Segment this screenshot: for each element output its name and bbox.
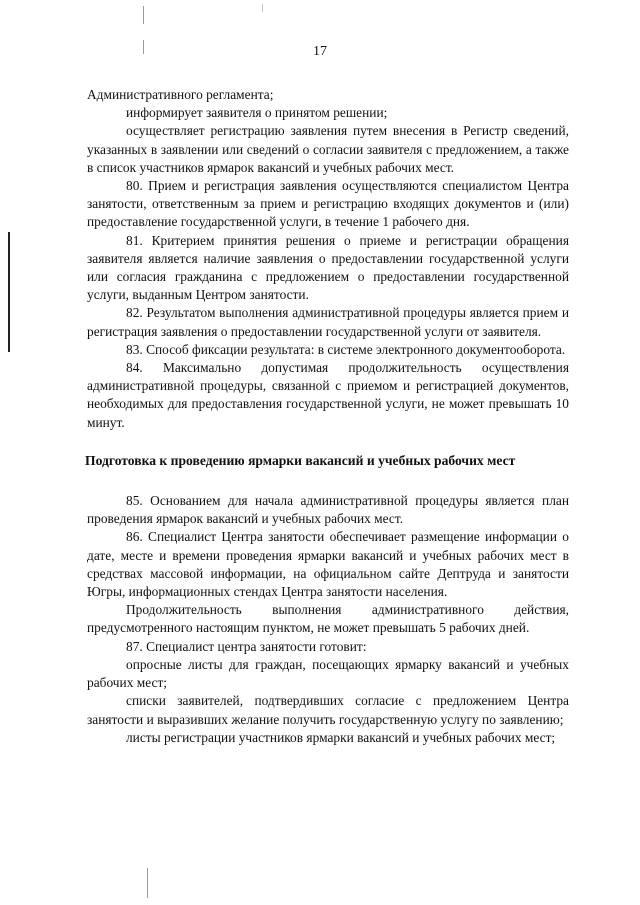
scan-margin-mark [8,232,10,352]
page-number: 17 [313,44,327,59]
paragraphs-bottom [87,492,569,747]
paragraph: списки заявителей, подтвердивших согласие с предложением Центра занятости и выразивших желание получить государственную услугу по заявлению; [87,693,569,727]
scan-artifact-line [147,868,148,898]
paragraph: 81. Критерием принятия решения о приеме и регистрации обращения заявителя является наличие заявления о предоставлении государственной услуги или согласия гражданина с предложением о предоставлении государственной услуги, выданным Центром занятости. [87,232,569,303]
paragraph: 82. Результатом выполнения административной процедуры является прием и регистрация заявления о предоставлении государственной услуги от заявителя. [87,305,569,339]
paragraph: 84. Максимально допустимая продолжительность осуществления административной процедуры, связанной с приемом и регистрацией документов, необходимых для предоставления государственной услуги, не может превышать 10 минут. [87,360,569,430]
scan-artifact-line [143,6,144,24]
paragraph: Продолжительность выполнения административного действия, предусмотренного настоящим пунктом, не может превышать 5 рабочих дней. [87,602,569,636]
paragraph: опросные листы для граждан, посещающих ярмарку вакансий и учебных рабочих мест; [87,656,569,691]
paragraph: 83. Способ фиксации результата: в системе электронного документооборота. [126,341,566,357]
scan-artifact-line [262,4,263,12]
paragraph: 80. Прием и регистрация заявления осуществляются специалистом Центра занятости, ответственным за прием и регистрацию входящих документов и (или) предоставление государственной услуги, в течение 1 рабочего дня. [87,178,569,230]
paragraphs-top [87,86,569,432]
paragraph: информирует заявителя о принятом решении; [126,105,388,121]
paragraph: листы регистрации участников ярмарки вакансий и учебных рабочих мест; [126,729,556,745]
section-heading: Подготовка к проведению ярмарки вакансий и учебных рабочих мест [85,452,516,468]
document-body [87,86,569,747]
paragraph: 86. Специалист Центра занятости обеспечивает размещение информации о дате, месте и времени проведения ярмарки вакансий и учебных рабочих мест в средствах массовой информации, на официальном сайте Дептруда и занятости Югры, информационных стендах Центра занятости населения. [87,529,569,600]
paragraph: 87. Специалист центра занятости готовит: [126,638,367,654]
paragraph: 85. Основанием для начала административной процедуры является план проведения ярмарок вакансий и учебных рабочих мест. [87,493,569,527]
paragraph: Административного регламента; [87,87,274,102]
paragraph: осуществляет регистрацию заявления путем внесения в Регистр сведений, указанных в заявлении или сведений о согласии заявителя с предложением, а также в список участников ярмарок вакансий и учебных рабочих мест. [87,123,569,175]
